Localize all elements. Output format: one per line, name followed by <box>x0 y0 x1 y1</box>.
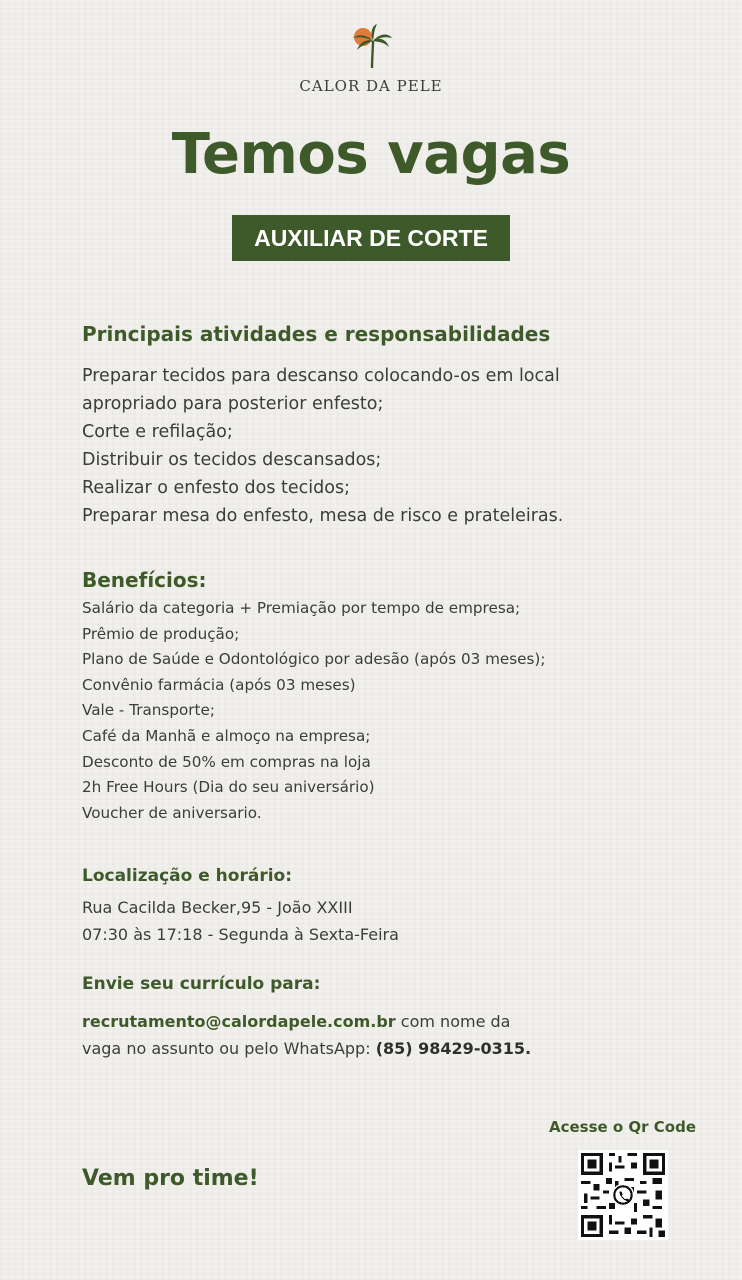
apply-heading: Envie seu currículo para: <box>82 974 321 994</box>
benefits-heading: Benefícios: <box>82 568 207 592</box>
job-title-badge <box>232 215 510 261</box>
benefits-list <box>82 596 545 826</box>
list-item: Voucher de aniversario. <box>82 803 262 822</box>
location-heading: Localização e horário: <box>82 866 293 886</box>
list-item: apropriado para posterior enfesto; <box>82 394 384 414</box>
list-item: Vale - Transporte; <box>82 701 215 720</box>
list-item: Distribuir os tecidos descansados; <box>82 450 382 470</box>
list-item: Salário da categoria + Premiação por tempo de empresa; <box>82 599 521 617</box>
qr-label: Acesse o Qr Code <box>548 1118 697 1136</box>
list-item: Corte e refilação; <box>82 422 233 442</box>
apply-text: recrutamento@calordapele.com.br com nome da vaga no assunto ou pelo WhatsApp: (85) 98429-0315. <box>82 1012 532 1058</box>
activities-heading: Principais atividades e responsabilidades <box>82 322 551 346</box>
list-item: Preparar tecidos para descanso colocando-os em local <box>82 366 560 386</box>
palm-sun-logo <box>348 22 394 72</box>
page-title: Temos vagas <box>171 122 571 187</box>
list-item: Desconto de 50% em compras na loja <box>82 752 371 771</box>
qr-code-icon[interactable] <box>578 1150 668 1240</box>
list-item: Prêmio de produção; <box>82 624 240 643</box>
list-item: 2h Free Hours (Dia do seu aniversário) <box>82 778 375 797</box>
list-item: Realizar o enfesto dos tecidos; <box>82 478 350 498</box>
address-line: Rua Cacilda Becker,95 - João XXIII <box>82 898 353 917</box>
list-item: Convênio farmácia (após 03 meses) <box>82 675 356 694</box>
activities-list <box>82 362 563 530</box>
list-item: Café da Manhã e almoço na empresa; <box>82 726 371 745</box>
whatsapp-phone[interactable]: (85) 98429-0315. <box>375 1039 532 1058</box>
location-list <box>82 894 399 948</box>
brand-logo <box>348 22 394 72</box>
closing-slogan: Vem pro time! <box>82 1166 259 1191</box>
brand-name: CALOR DA PELE <box>299 77 443 95</box>
list-item: Preparar mesa do enfesto, mesa de risco e prateleiras. <box>82 506 564 526</box>
list-item: Plano de Saúde e Odontológico por adesão (após 03 meses); <box>82 650 546 669</box>
email-link[interactable]: recrutamento@calordapele.com.br <box>82 1012 396 1031</box>
job-title: AUXILIAR DE CORTE <box>254 224 488 251</box>
schedule-line: 07:30 às 17:18 - Segunda à Sexta-Feira <box>82 925 399 944</box>
